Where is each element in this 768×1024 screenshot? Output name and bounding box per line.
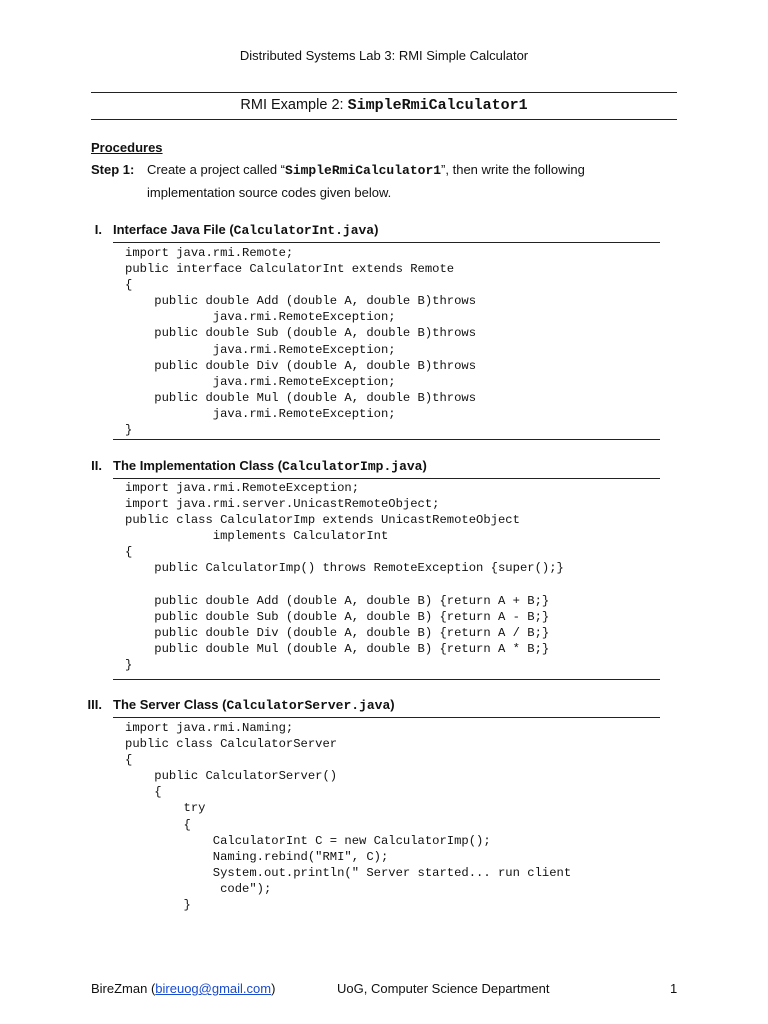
section-2-code-rule-top: [113, 478, 660, 479]
section-1-code-rule-bottom: [113, 439, 660, 440]
section-2-filename: CalculatorImp.java: [282, 459, 423, 474]
section-3-filename: CalculatorServer.java: [226, 698, 391, 713]
section-2-title-text: The Implementation Class (: [113, 458, 283, 473]
step1-project-name: SimpleRmiCalculator1: [285, 163, 442, 178]
section-3-code-block: import java.rmi.Naming; public class CalculatorServer { public CalculatorServer() { try { CalculatorInt C = new CalculatorImp(); Naming.rebind("RMI", C); System.out.println(" Server started... run client code"); }: [125, 721, 572, 913]
footer-page-number: 1: [670, 981, 678, 996]
section-1-title-close: ): [374, 222, 379, 237]
section-2-code-block: import java.rmi.RemoteException; import java.rmi.server.UnicastRemoteObject; public class CalculatorImp extends UnicastRemoteObject implements CalculatorInt { public CalculatorImp() throws RemoteException {super();} public double Add (double A, double B) {return A + B;} public double Sub (double A, double B) {return A - B;} public double Div (double A, double B) {return A / B;} public double Mul (double A, double B) {return A * B;} }: [125, 481, 564, 673]
title-rule-bottom: [91, 119, 677, 120]
section-1-number: I.: [94, 222, 102, 237]
section-3-title-text: The Server Class (: [113, 697, 227, 712]
procedures-heading: Procedures: [91, 140, 163, 155]
section-2-number: II.: [91, 458, 102, 473]
section-1-code-block: import java.rmi.Remote; public interface CalculatorInt extends Remote { public double Add (double A, double B)throws java.rmi.RemoteException; public double Sub (double A, double B)throws java.rmi.RemoteException; public double Div (double A, double B)throws java.rmi.RemoteException; public double Mul (double A, double B)throws java.rmi.RemoteException; }: [125, 246, 477, 438]
step1-text-before: Create a project called “: [147, 162, 286, 177]
footer-email-link[interactable]: bireuog@gmail.com: [155, 981, 272, 996]
document-header-title: Distributed Systems Lab 3: RMI Simple Calculator: [239, 48, 529, 63]
section-3-number: III.: [87, 697, 102, 712]
section-2-title-close: ): [422, 458, 427, 473]
section-1-code-rule-top: [113, 242, 660, 243]
section-1-title-text: Interface Java File (: [113, 222, 234, 237]
footer-department: UoG, Computer Science Department: [337, 981, 550, 996]
example-title-code: SimpleRmiCalculator1: [347, 97, 528, 114]
step1-line2: implementation source codes given below.: [147, 185, 392, 200]
step1-line1: [147, 162, 585, 178]
section-3-title: [113, 697, 395, 713]
section-2-title: [113, 458, 427, 474]
section-1-title: [113, 222, 378, 238]
step1-label: Step 1:: [91, 162, 135, 177]
section-1-filename: CalculatorInt.java: [233, 223, 375, 238]
example-title-prefix: RMI Example 2:: [240, 97, 348, 113]
section-2-code-rule-bottom: [113, 679, 660, 680]
step1-text-after: ”, then write the following: [441, 162, 585, 177]
section-3-title-close: ): [390, 697, 395, 712]
section-3-code-rule-top: [113, 717, 660, 718]
title-rule-top: [91, 92, 677, 93]
footer-author-close: ): [271, 981, 276, 996]
footer-author: [91, 981, 275, 996]
footer-author-name: BireZman (: [91, 981, 156, 996]
example-title: [0, 97, 768, 114]
